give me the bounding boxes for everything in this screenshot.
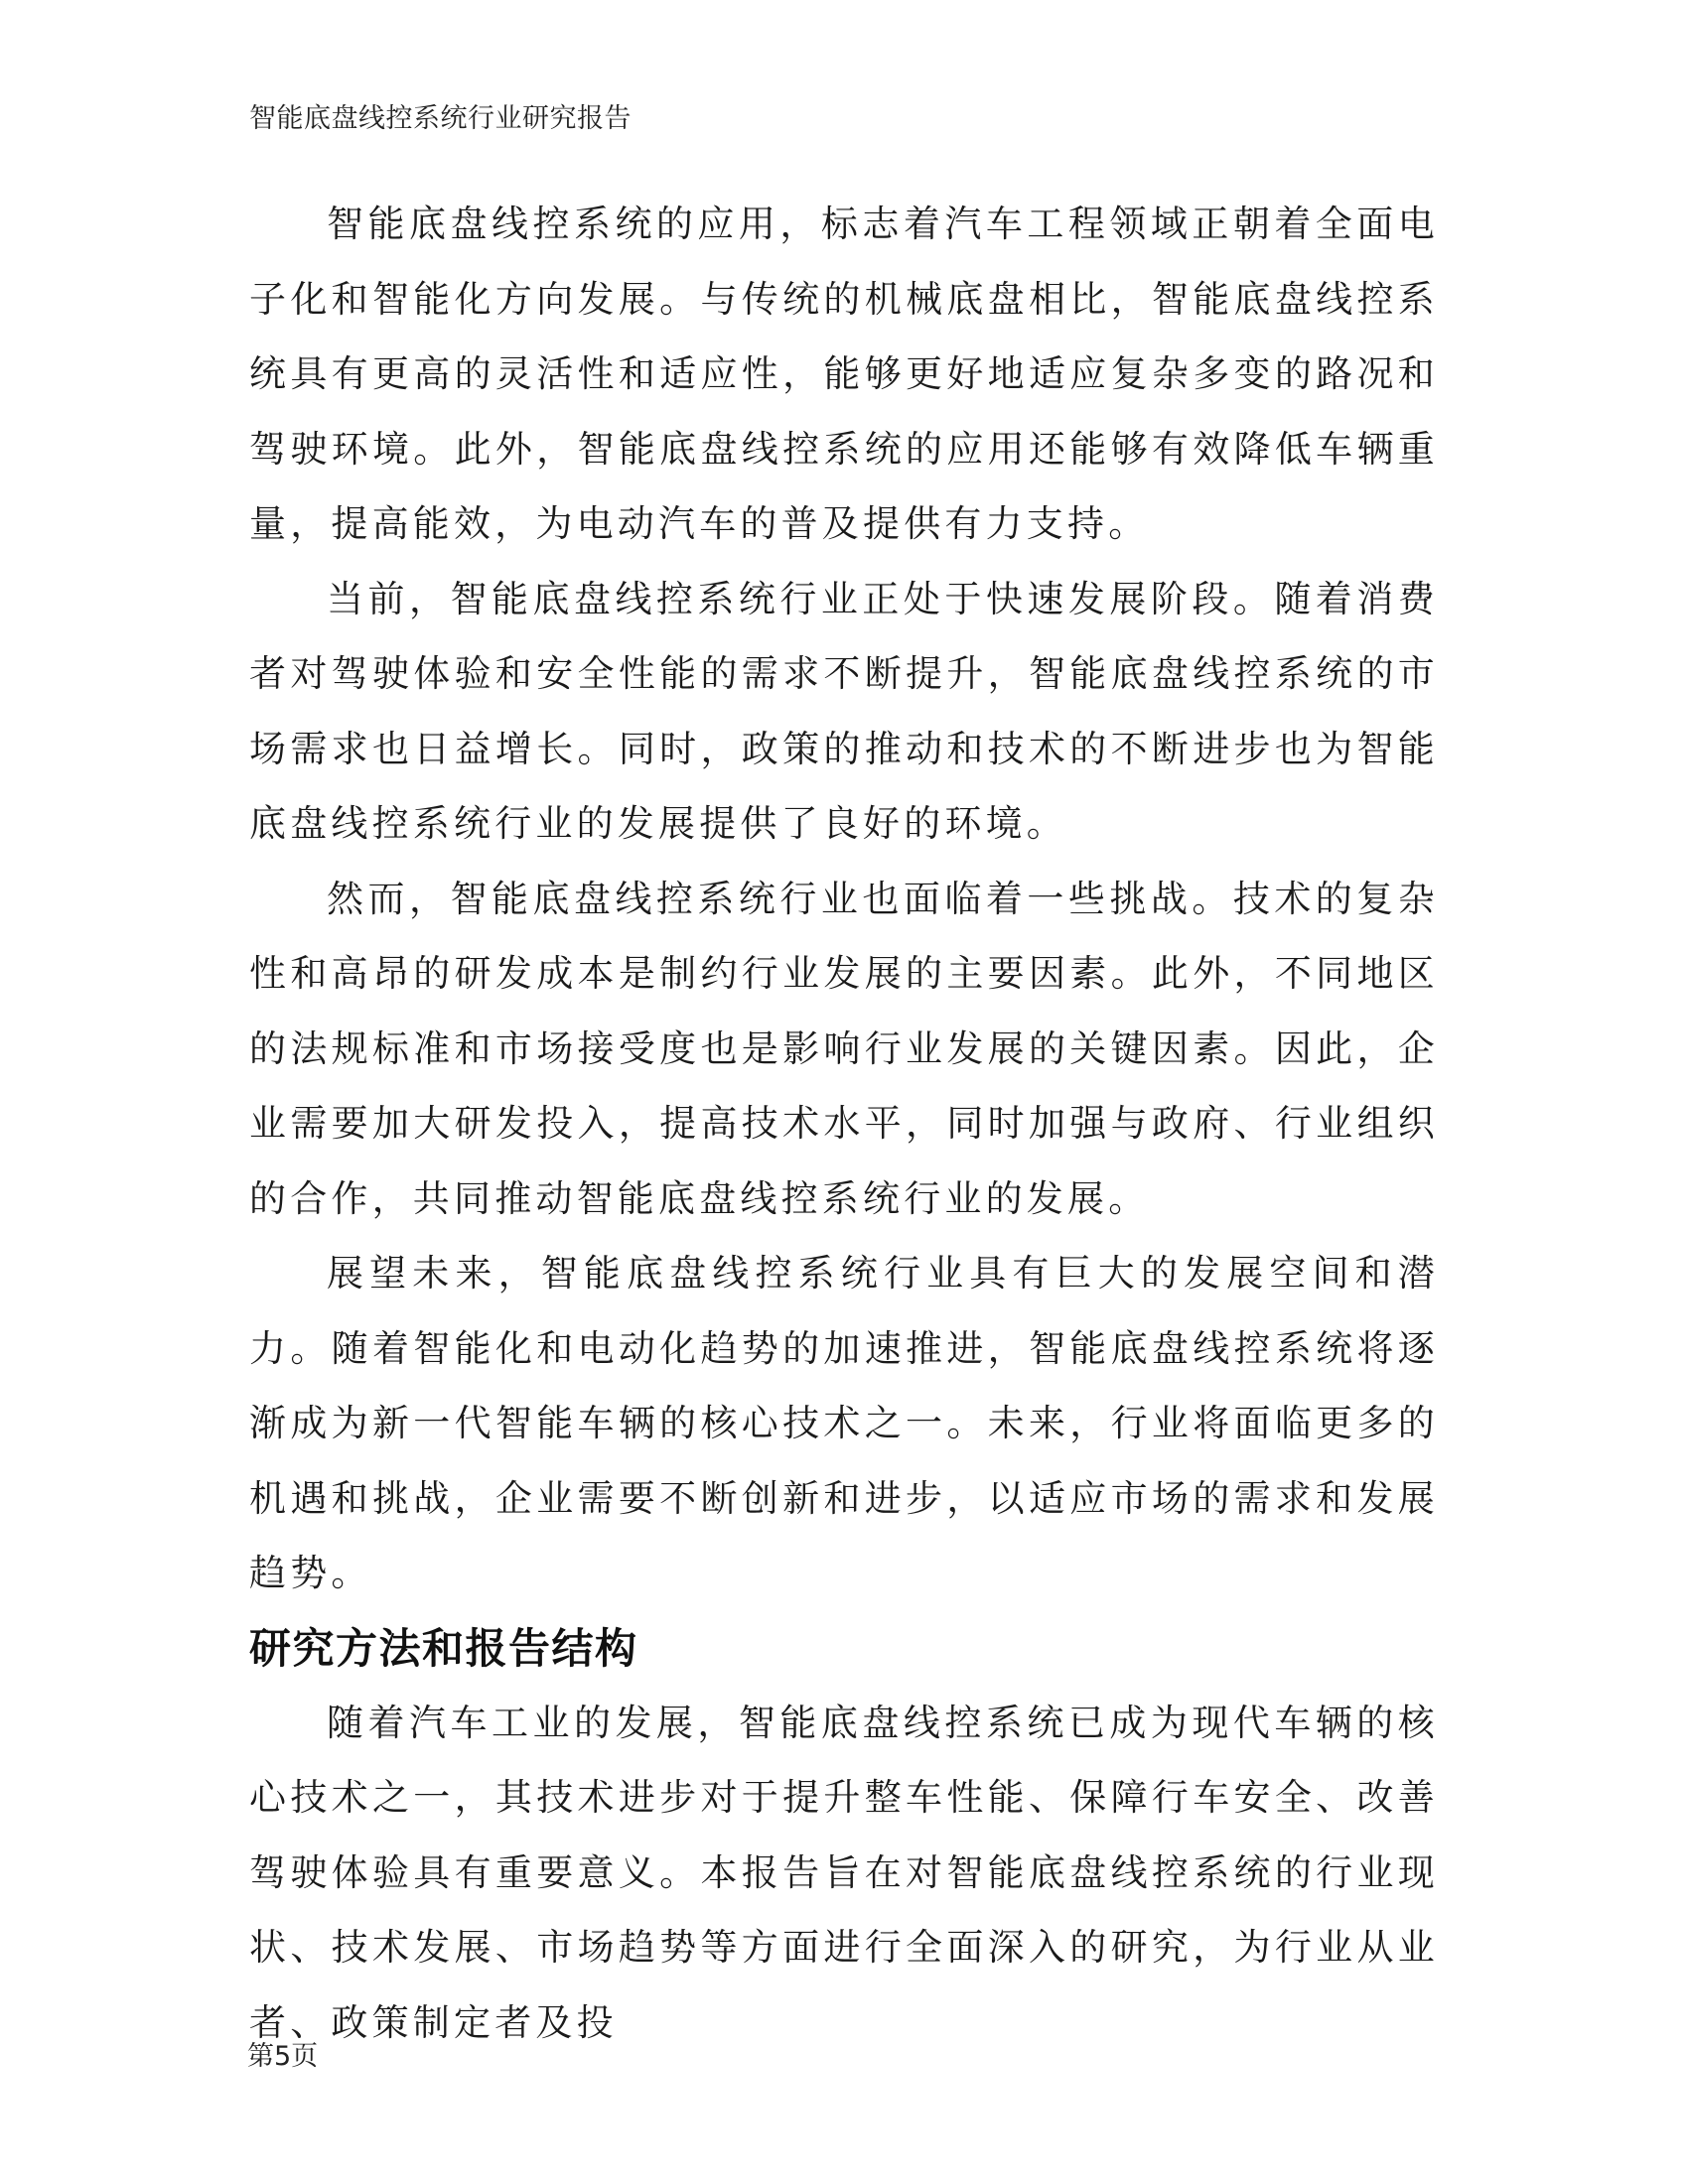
paragraph: 随着汽车工业的发展，智能底盘线控系统已成为现代车辆的核心技术之一，其技术进步对于提升整车性能、保障行车安全、改善驾驶体验具有重要意义。本报告旨在对智能底盘线控系统的行业现状、技术发展、市场趋势等方面进行全面深入的研究，为行业从业者、政策制定者及投 [249, 1701, 1439, 2044]
paragraph: 展望未来，智能底盘线控系统行业具有巨大的发展空间和潜力。随着智能化和电动化趋势的加速推进，智能底盘线控系统将逐渐成为新一代智能车辆的核心技术之一。未来，行业将面临更多的机遇和挑战，企业需要不断创新和进步，以适应市场的需求和发展趋势。 [249, 1252, 1439, 1594]
paragraph: 然而，智能底盘线控系统行业也面临着一些挑战。技术的复杂性和高昂的研发成本是制约行业发展的主要因素。此外，不同地区的法规标准和市场接受度也是影响行业发展的关键因素。因此，企业需要加大研发投入，提高技术水平，同时加强与政府、行业组织的合作，共同推动智能底盘线控系统行业的发展。 [249, 877, 1439, 1220]
running-header: 智能底盘线控系统行业研究报告 [249, 103, 632, 134]
paragraph: 当前，智能底盘线控系统行业正处于快速发展阶段。随着消费者对驾驶体验和安全性能的需求不断提升，智能底盘线控系统的市场需求也日益增长。同时，政策的推动和技术的不断进步也为智能底盘线控系统行业的发展提供了良好的环境。 [249, 577, 1439, 845]
page-number: 第5页 [247, 2041, 319, 2072]
paragraph: 智能底盘线控系统的应用，标志着汽车工程领域正朝着全面电子化和智能化方向发展。与传统的机械底盘相比，智能底盘线控系统具有更高的灵活性和适应性，能够更好地适应复杂多变的路况和驾驶环境。此外，智能底盘线控系统的应用还能够有效降低车辆重量，提高能效，为电动汽车的普及提供有力支持。 [249, 203, 1439, 545]
body-text [249, 187, 1439, 2060]
section-heading: 研究方法和报告结构 [249, 1623, 638, 1673]
